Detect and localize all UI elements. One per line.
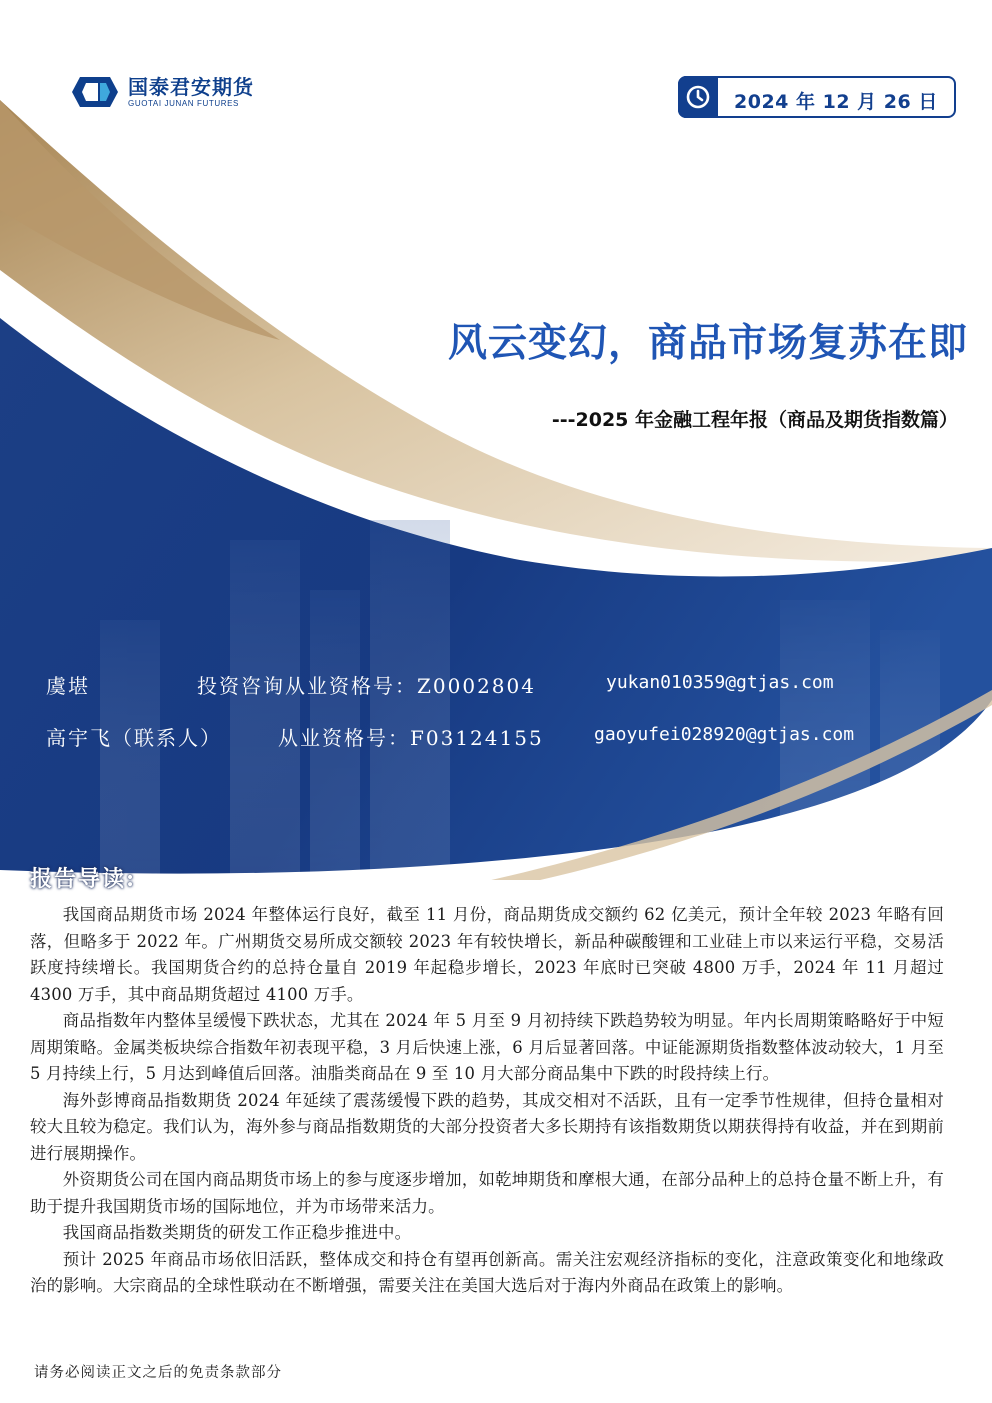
clock-icon	[685, 84, 711, 110]
disclaimer-footer: 请务必阅读正文之后的免责条款部分	[34, 1365, 282, 1381]
guide-paragraph: 商品指数年内整体呈缓慢下跌状态，尤其在 2024 年 5 月至 9 月初持续下跌趋势较为明显。年内长周期策略略好于中短周期策略。金属类板块综合指数年初表现平稳，3 月后快速上涨，6 月后显著回落。中证能源期货指数整体波动较大，1 月至 5 月持续上行，5 月达到峰值后回落。油脂类商品在 9 至 10 月大部分商品集中下跌的时段持续上行。	[30, 1011, 944, 1083]
analyst-email[interactable]: yukan010359@gtjas.com	[606, 672, 834, 693]
company-logo	[72, 74, 254, 110]
report-guide-heading: 报告导读:	[30, 866, 137, 892]
date-icon-wrap	[678, 76, 718, 118]
guide-paragraph: 海外彭博商品指数期货 2024 年延续了震荡缓慢下跌的趋势，其成交相对不活跃，且有一定季节性规律，但持仓量相对较大且较为稳定。我们认为，海外参与商品指数期货的大部分投资者大多长期持有该指数期货以期获得持有收益，并在到期前进行展期操作。	[30, 1090, 944, 1163]
analyst-row	[0, 670, 992, 698]
guide-paragraph: 外资期货公司在国内商品期货市场上的参与度逐步增加，如乾坤期货和摩根大通，在部分品种上的总持仓量不断上升，有助于提升我国期货市场的国际地位，并为市场带来活力。	[30, 1170, 944, 1216]
analyst-name: 高宇飞（联系人）	[46, 726, 222, 750]
analyst-name: 虞堪	[46, 674, 90, 698]
guide-paragraph: 我国商品期货市场 2024 年整体运行良好，截至 11 月份，商品期货成交额约 62 亿美元，预计全年较 2023 年略有回落，但略多于 2022 年。广州期货交易所成交额较 2023 年有较快增长，新品种碳酸锂和工业硅上市以来运行平稳，交易活跃度持续增长。我国期货合约的总持仓量自 2019 年起稳步增长，2023 年底时已突破 4800 万手，2024 年 11 月超过 4300 万手，其中商品期货超过 4100 万手。	[30, 905, 944, 1004]
report-guide-body	[30, 902, 944, 1300]
analyst-email[interactable]: gaoyufei028920@gtjas.com	[594, 724, 855, 745]
report-title: 风云变幻，商品市场复苏在即	[447, 321, 968, 366]
analyst-qualification: 投资咨询从业资格号：Z0002804	[197, 674, 536, 698]
report-date: 2024 年 12 月 26 日	[734, 91, 938, 113]
guide-paragraph: 预计 2025 年商品市场依旧活跃，整体成交和持仓有望再创新高。需关注宏观经济指标的变化，注意政策变化和地缘政治的影响。大宗商品的全球性联动在不断增强，需要关注在美国大选后对于海内外商品在政策上的影响。	[30, 1249, 944, 1295]
company-logo-icon	[72, 75, 118, 109]
report-date-box	[678, 76, 956, 118]
company-name-en: GUOTAI JUNAN FUTURES	[128, 98, 239, 108]
report-subtitle: ---2025 年金融工程年报（商品及期货指数篇）	[551, 409, 958, 431]
guide-paragraph: 我国商品指数类期货的研发工作正稳步推进中。	[62, 1223, 412, 1242]
analyst-row	[0, 722, 992, 750]
analyst-qualification: 从业资格号：F03124155	[278, 726, 544, 750]
company-name-cn: 国泰君安期货	[128, 74, 254, 99]
